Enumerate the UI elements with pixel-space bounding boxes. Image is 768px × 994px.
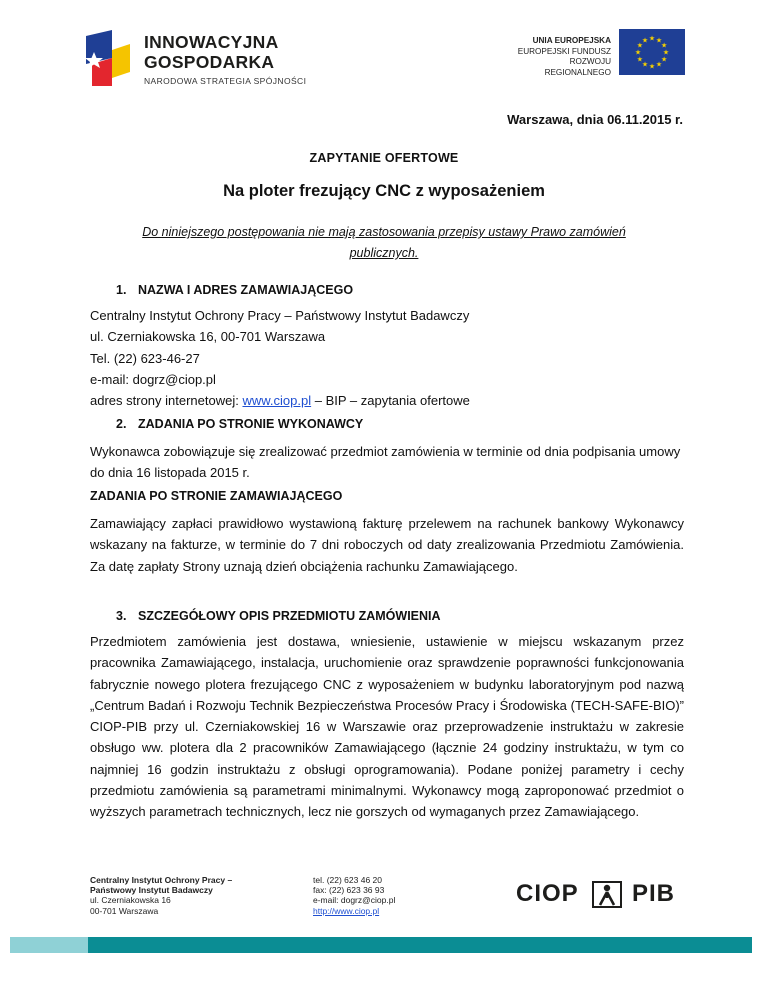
authority-email: e-mail: dogrz@ciop.pl <box>90 371 216 387</box>
section3-text: Przedmiotem zamówienia jest dostawa, wniesienie, ustawienie w miejscu wskazanym przez pracownika Zamawiającego, instalacja, uruchomienie oraz sprawdzenie poprawności funkcjonowania fabrycznie nowego plotera frezującego CNC z wyposażeniem w budynku laboratoryjnym pod nazwą „Centrum Badań i Rozwoju Technik Bezpieczeństwa Procesów Pracy i Środowiska (TECH-SAFE-BIO)” CIOP-PIB przy ul. Czerniakowskiej 16 w Warszawie oraz przeprowadzenie instruktażu w zakresie obsługo ww. plotera dla 2 pracowników Zamawiającego (łącznie 24 godziny instruktażu, w tym co najmniej 16 godzin instruktażu z obsługi oprogramowania). Podane poniżej parametry i cechy przedmiotu zamówienia są parametrami minimalnymi. Wykonawcy mogą zaproponować przedmiot o wyższych parametrach technicznych, lecz nie gorszych od wymaganych przez Zamawiającego. <box>90 634 684 820</box>
eu-logo-line3: ROZWOJU REGIONALNEGO <box>544 57 611 77</box>
footer-band-light <box>10 937 88 953</box>
ig-logo-line2: GOSPODARKA <box>144 52 275 72</box>
authority-website-line <box>90 390 684 411</box>
eu-star-icon: ★ <box>636 56 644 64</box>
footer-address <box>90 875 232 916</box>
footer-city: 00-701 Warszawa <box>90 905 159 916</box>
eu-star-icon: ★ <box>634 49 642 57</box>
footer-org-line1: Centralny Instytut Ochrony Pracy – <box>90 875 233 885</box>
section3-heading <box>116 609 441 623</box>
footer-contact <box>313 875 395 916</box>
innowacyjna-gospodarka-logo <box>82 26 322 88</box>
authority-tel: Tel. (22) 623-46-27 <box>90 350 200 366</box>
section1-title: NAZWA I ADRES ZAMAWIAJĄCEGO <box>138 283 354 297</box>
eu-star-icon: ★ <box>660 42 668 50</box>
section3-title: SZCZEGÓŁOWY OPIS PRZEDMIOTU ZAMÓWIENIA <box>138 609 441 623</box>
section2-text: Wykonawca zobowiązuje się zrealizować przedmiot zamówienia w terminie od dnia podpisania umowy do dnia 16 listopada 2015 r. <box>90 444 681 481</box>
ciop-logo-left: CIOP <box>516 880 579 907</box>
eu-logo-line2: EUROPEJSKI FUNDUSZ <box>517 46 611 56</box>
footer-band-dark <box>88 937 752 953</box>
eu-star-icon: ★ <box>648 63 656 71</box>
eu-star-icon: ★ <box>655 37 663 45</box>
section1-heading <box>116 283 353 297</box>
section1-number: 1. <box>116 283 127 297</box>
footer-website-link[interactable]: http://www.ciop.pl <box>313 905 380 916</box>
footer-street: ul. Czerniakowska 16 <box>90 895 171 906</box>
section2-title: ZADANIA PO STRONIE WYKONAWCY <box>138 417 364 431</box>
legal-note: Do niniejszego postępowania nie mają zastosowania przepisy ustawy Prawo zamówień publicznych. <box>142 225 626 260</box>
eu-star-icon: ★ <box>641 61 649 69</box>
star-flag-icon <box>82 30 134 86</box>
section2-heading <box>116 417 363 431</box>
footer-org-line2: Państwowy Instytut Badawczy <box>90 885 213 896</box>
eu-logo <box>497 25 687 80</box>
ciop-logo-right: PIB <box>632 880 676 907</box>
eu-star-icon: ★ <box>660 56 668 64</box>
authority-name: Centralny Instytut Ochrony Pracy – Państwowy Instytut Badawczy <box>90 308 470 323</box>
eu-star-icon: ★ <box>641 37 649 45</box>
section2-number: 2. <box>116 417 127 431</box>
ig-logo-line1: INNOWACYJNA <box>144 32 279 52</box>
contracting-authority-address <box>90 305 684 411</box>
website-suffix: – BIP – zapytania ofertowe <box>311 393 470 409</box>
ciop-pib-logo <box>516 880 686 908</box>
footer-tel: tel. (22) 623 46 20 <box>313 875 382 885</box>
ig-logo-subtitle: NARODOWA STRATEGIA SPÓJNOŚCI <box>144 76 307 86</box>
document-type: ZAPYTANIE OFERTOWE <box>309 151 459 165</box>
eu-star-icon: ★ <box>662 49 670 57</box>
eu-star-icon: ★ <box>648 35 656 43</box>
eu-flag-icon <box>619 29 685 75</box>
footer-email: e-mail: dogrz@ciop.pl <box>313 895 396 906</box>
eu-star-icon: ★ <box>636 42 644 50</box>
eu-logo-line1: UNIA EUROPEJSKA <box>532 36 611 45</box>
section2b-heading: ZADANIA PO STRONIE ZAMAWIAJĄCEGO <box>90 489 343 503</box>
eu-logo-text <box>503 36 611 78</box>
website-link[interactable]: www.ciop.pl <box>242 393 312 409</box>
section2b-text: Zamawiający zapłaci prawidłowo wystawioną fakturę przelewem na rachunek bankowy Wykonawcy wskazany na fakturze, w terminie do 7 dni roboczych od daty zrealizowania Przedmiotu Zamówienia. Za datę zapłaty Strony uznają dzień obciążenia rachunku Zamawiającego. <box>90 516 684 574</box>
document-title: Na ploter frezujący CNC z wyposażeniem <box>223 182 545 200</box>
authority-street: ul. Czerniakowska 16, 00-701 Warszawa <box>90 329 326 345</box>
document-date: Warszawa, dnia 06.11.2015 r. <box>507 112 683 127</box>
worker-figure-icon <box>592 881 622 908</box>
eu-star-icon: ★ <box>655 61 663 69</box>
website-prefix: adres strony internetowej: <box>90 393 243 409</box>
footer-fax: fax: (22) 623 36 93 <box>313 885 385 896</box>
section3-number: 3. <box>116 609 127 623</box>
